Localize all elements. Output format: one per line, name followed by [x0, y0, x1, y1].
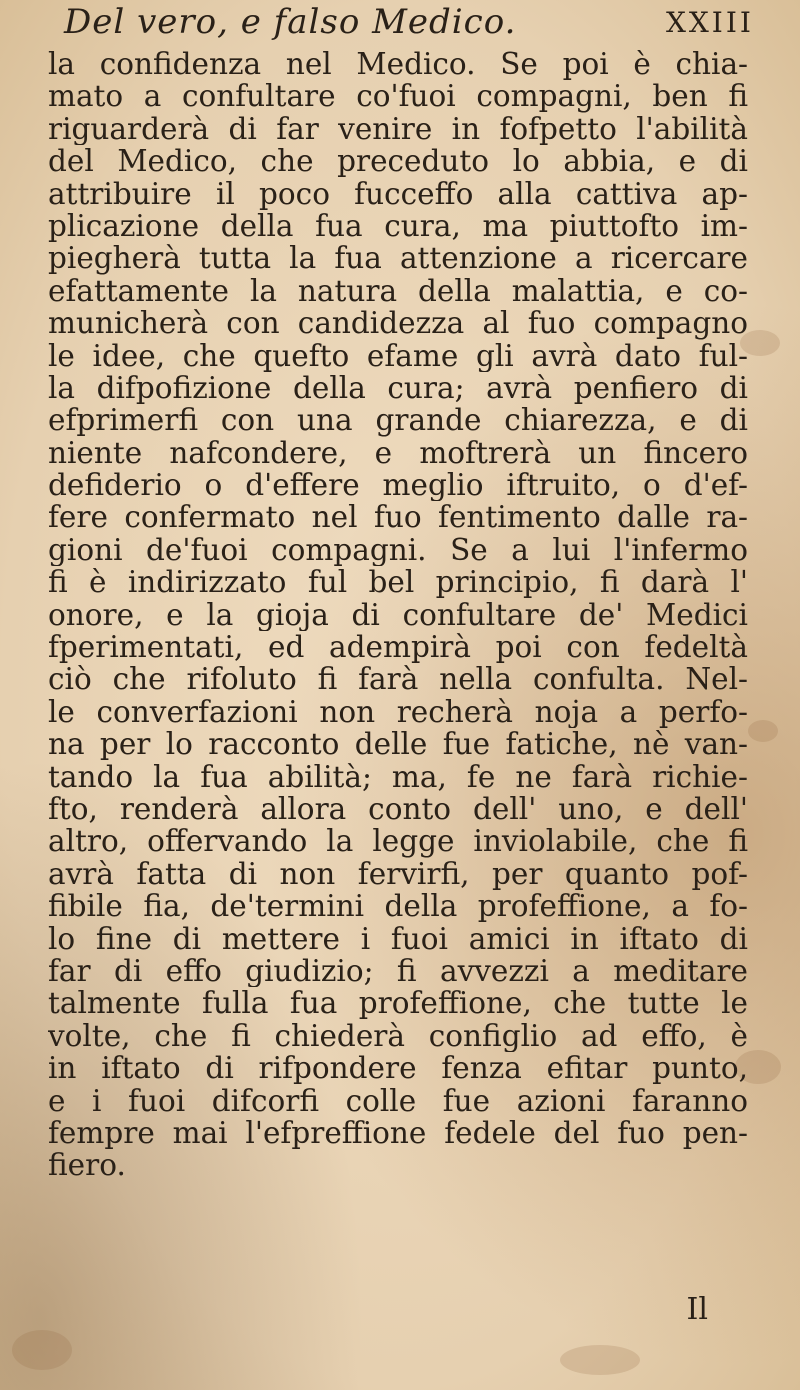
text-line: lo fine di mettere i fuoi amici in iftato di	[48, 922, 748, 955]
page-number: XXIII	[665, 6, 754, 39]
text-line: defiderio o d'effere meglio iftruito, o d'ef-	[48, 469, 748, 502]
catchword: Il	[686, 1292, 708, 1327]
text-line: far di effo giudizio; fi avvezzi a meditare	[48, 954, 748, 988]
text-line: efattamente la natura della malattia, e co-	[48, 274, 748, 308]
text-line: piegherà tutta la fua attenzione a ricercare	[48, 242, 748, 275]
text-line: la confidenza nel Medico. Se poi è chia-	[48, 48, 748, 81]
foxing-stain	[12, 1330, 72, 1370]
text-line: le idee, che quefto efame gli avrà dato ful-	[48, 339, 748, 372]
foxing-stain	[560, 1345, 640, 1375]
foxing-stain	[748, 720, 778, 742]
text-line: municherà con candidezza al fuo compagno	[48, 307, 748, 340]
text-line: fere confermato nel fuo fentimento dalle ra-	[48, 501, 748, 534]
text-line: fto, renderà allora conto dell' uno, e dell'	[48, 792, 748, 826]
running-head	[64, 2, 754, 46]
text-line: fperimentati, ed adempirà poi con fedeltà	[48, 631, 748, 664]
text-line: fi è indirizzato ful bel principio, fi darà l'	[48, 566, 748, 599]
text-line: plicazione della fua cura, ma piuttofto im-	[48, 209, 748, 243]
text-line: fiero.	[48, 1149, 126, 1182]
text-line: mato a confultare co'fuoi compagni, ben fi	[48, 80, 748, 113]
text-line: le converfazioni non recherà noja a perfo-	[48, 695, 748, 729]
text-line: altro, offervando la legge inviolabile, che fi	[48, 825, 748, 858]
text-line: gioni de'fuoi compagni. Se a lui l'infermo	[48, 533, 748, 567]
text-line: na per lo racconto delle fue fatiche, nè van-	[48, 728, 748, 761]
running-title: Del vero, e falso Medico.	[64, 2, 517, 42]
text-line: talmente fulla fua profeffione, che tutte le	[48, 987, 748, 1020]
text-line: riguarderà di far venire in fofpetto l'abilità	[48, 112, 748, 146]
text-line: del Medico, che preceduto lo abbia, e di	[48, 145, 748, 178]
text-line: volte, che fi chiederà configlio ad effo, è	[48, 1019, 748, 1053]
text-line: avrà fatta di non fervirfi, per quanto pof-	[48, 857, 748, 891]
text-line: onore, e la gioja di confultare de' Medici	[48, 598, 748, 632]
text-line: fibile fia, de'termini della profeffione, a fo-	[48, 890, 748, 923]
text-line: tando la fua abilità; ma, fe ne farà richie-	[48, 760, 748, 793]
text-line: fempre mai l'efpreffione fedele del fuo pen-	[48, 1116, 748, 1150]
text-line: efprimerfi con una grande chiarezza, e di	[48, 404, 748, 437]
body-text	[48, 48, 748, 1182]
text-line: e i fuoi difcorfi colle fue azioni faranno	[48, 1084, 748, 1117]
text-line: in iftato di rifpondere fenza efitar punto,	[48, 1052, 748, 1085]
text-line: ciò che rifoluto fi farà nella confulta. Nel-	[48, 663, 748, 696]
text-line: niente nafcondere, e moftrerà un fincero	[48, 436, 748, 470]
text-line: attribuire il poco fucceffo alla cattiva ap-	[48, 177, 748, 210]
text-line: la difpofizione della cura; avrà penfiero di	[48, 371, 748, 405]
